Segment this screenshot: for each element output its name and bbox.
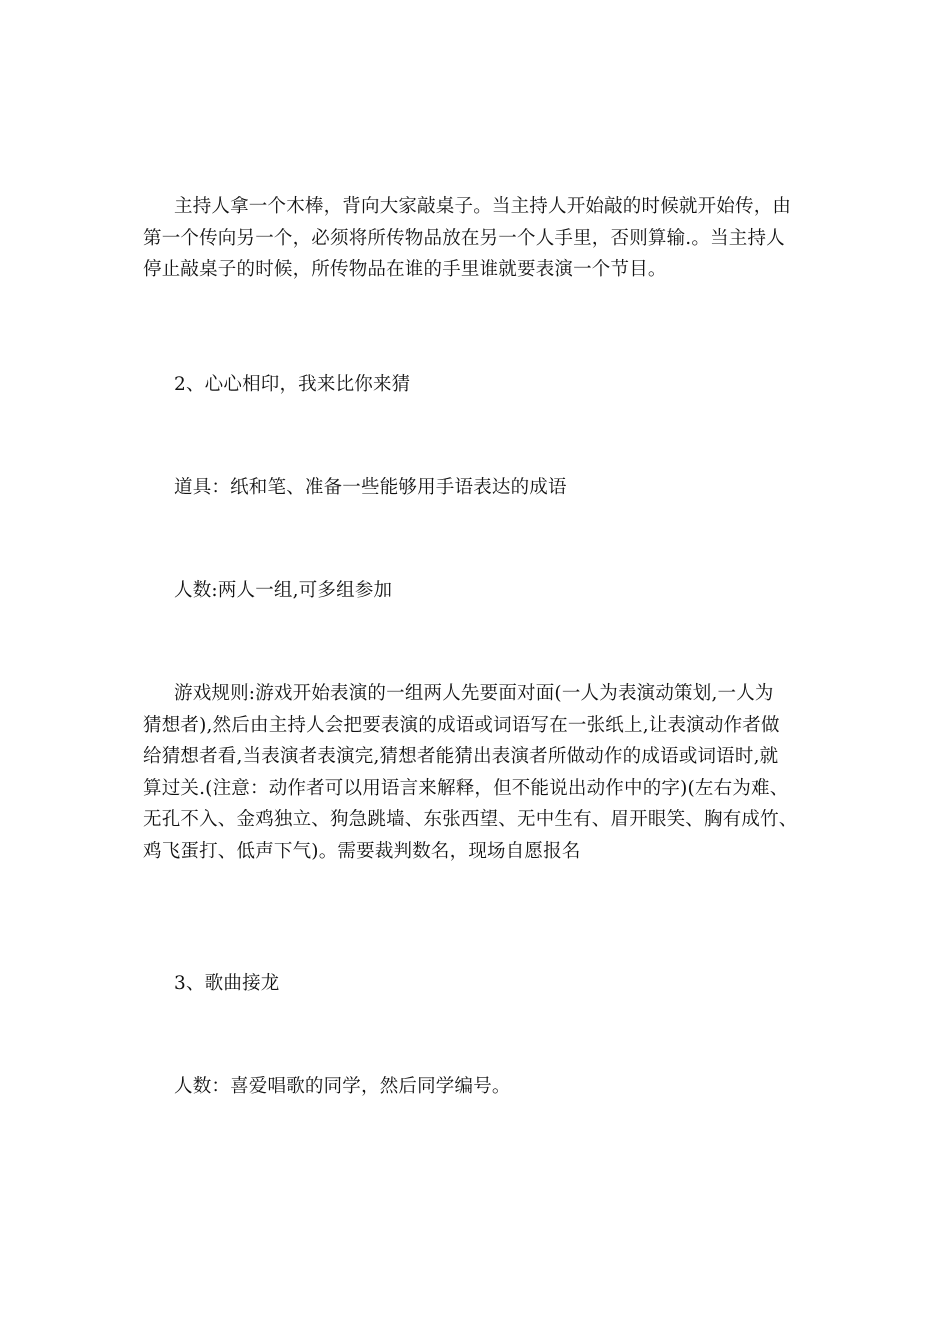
- text-line: 游戏规则:游戏开始表演的一组两人先要面对面(一人为表演动策划,一人为: [174, 683, 774, 704]
- text-line: 人数：喜爱唱歌的同学，然后同学编号。: [174, 1076, 511, 1097]
- text-line: 人数:两人一组,可多组参加: [174, 580, 393, 601]
- paragraph-song-participants: [143, 1071, 811, 1103]
- paragraph-game-rules: [143, 678, 811, 867]
- text-line: 第一个传向另一个，必须将所传物品放在另一个人手里，否则算输.。当主持人: [143, 227, 785, 249]
- text-line: 停止敲桌子的时候，所传物品在谁的手里谁就要表演一个节目。: [143, 259, 667, 280]
- text-line: 主持人拿一个木棒，背向大家敲桌子。当主持人开始敲的时候就开始传，由: [174, 196, 792, 217]
- heading-text: 3、歌曲接龙: [174, 973, 280, 994]
- text-line: 给猜想者看,当表演者表演完,猜想者能猜出表演者所做动作的成语或词语时,就: [143, 746, 779, 767]
- paragraph-player-count: [143, 575, 811, 607]
- section-heading-2: [143, 369, 811, 401]
- paragraph-props: [143, 472, 811, 504]
- text-line: 道具：纸和笔、准备一些能够用手语表达的成语: [174, 477, 567, 498]
- heading-text: 2、心心相印，我来比你来猜: [174, 374, 411, 395]
- section-heading-3: [143, 968, 811, 1000]
- paragraph-pass-object-rules: [143, 191, 811, 286]
- text-line: 算过关.(注意：动作者可以用语言来解释，但不能说出动作中的字)(左右为难、: [143, 777, 789, 799]
- text-line: 无孔不入、金鸡独立、狗急跳墙、东张西望、无中生有、眉开眼笑、胸有成竹、: [143, 809, 798, 830]
- text-line: 猜想者),然后由主持人会把要表演的成语或词语写在一张纸上,让表演动作者做: [143, 714, 780, 736]
- text-line: 鸡飞蛋打、低声下气)。需要裁判数名，现场自愿报名: [143, 840, 581, 862]
